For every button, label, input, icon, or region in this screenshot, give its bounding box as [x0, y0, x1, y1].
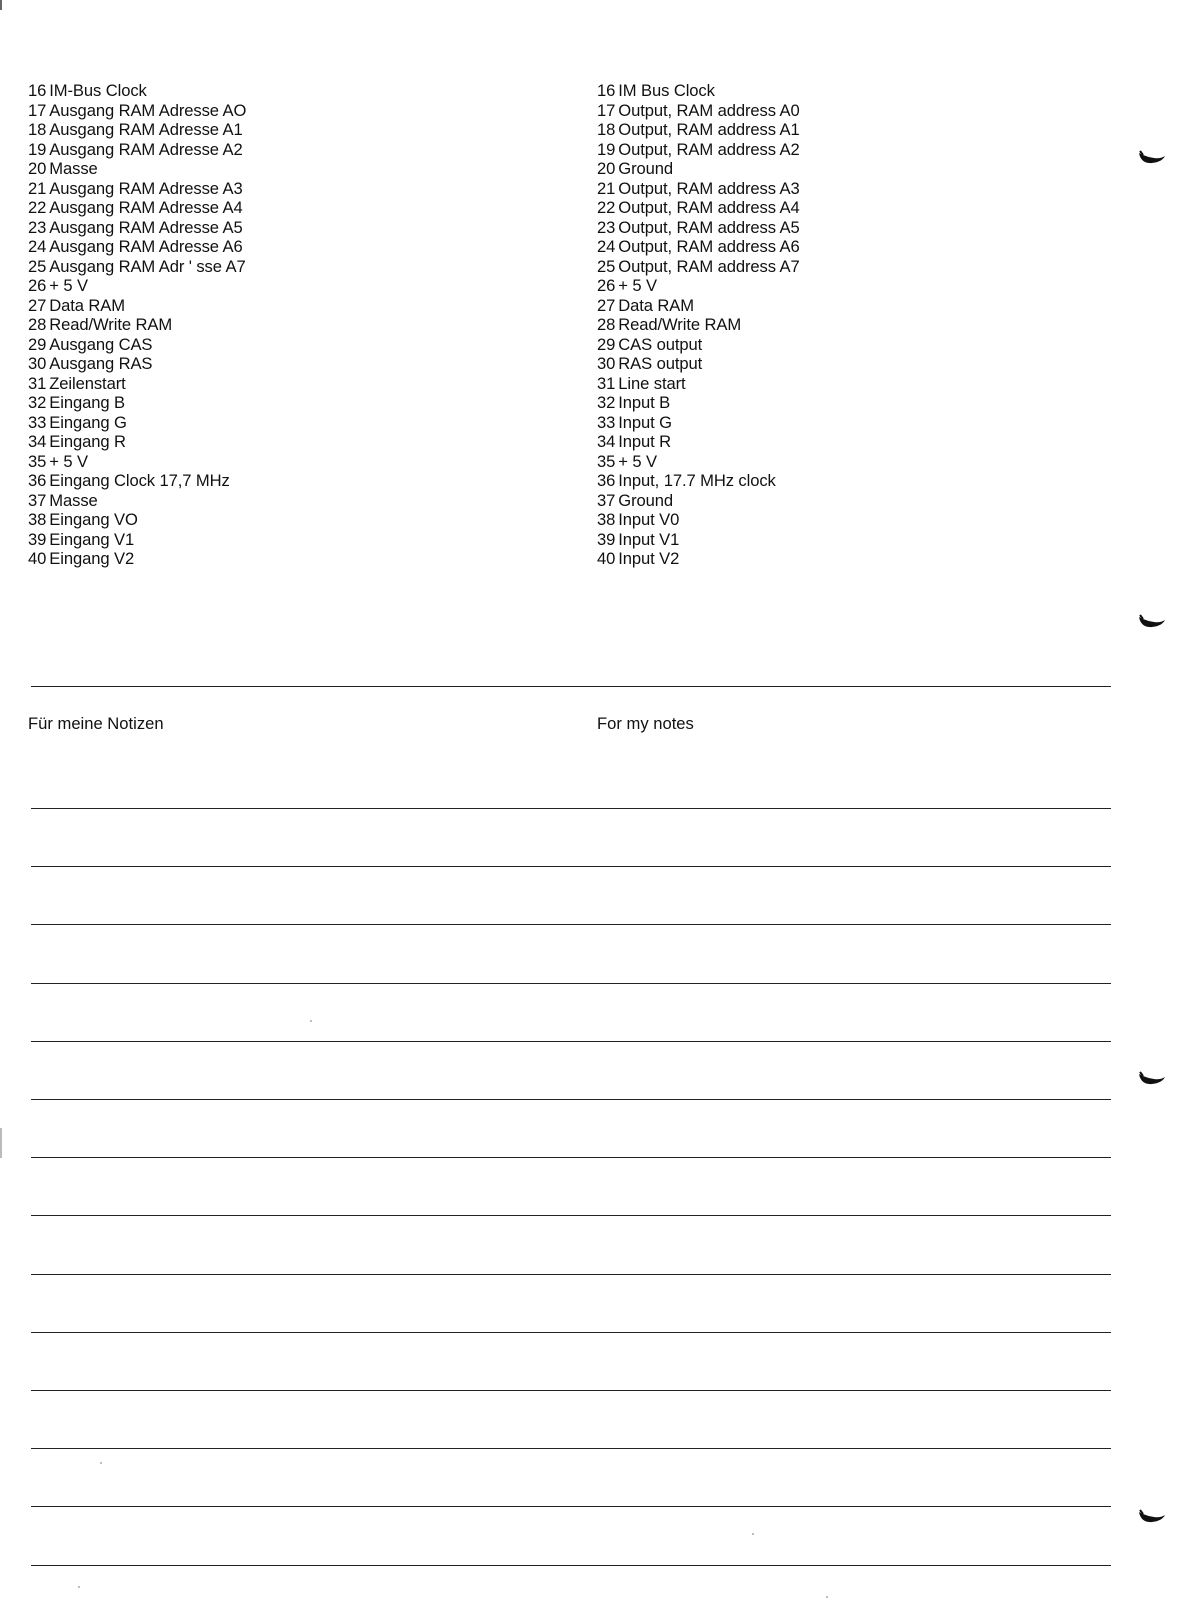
pin-number: 26	[597, 276, 616, 295]
pin-number: 16	[597, 81, 616, 100]
pin-description: Masse	[49, 159, 98, 178]
pin-entry	[597, 179, 800, 199]
pin-description: Ausgang RAM Adresse A6	[49, 237, 243, 256]
notes-heading-german: Für meine Notizen	[28, 714, 164, 733]
pin-entry	[597, 413, 800, 433]
pin-description: Ausgang RAS	[49, 354, 153, 373]
pin-description: Input, 17.7 MHz clock	[618, 471, 776, 490]
pin-entry	[597, 471, 800, 491]
pin-entry	[28, 237, 246, 257]
pin-entry	[597, 140, 800, 160]
pin-number: 27	[597, 295, 616, 315]
pin-description: + 5 V	[49, 451, 88, 471]
pin-description: Output, RAM address A3	[618, 178, 800, 198]
pin-number: 24	[28, 237, 47, 256]
pin-description: Eingang V2	[49, 549, 135, 568]
pin-number: 34	[28, 432, 47, 451]
pin-entry	[597, 159, 800, 179]
note-line	[31, 924, 1111, 925]
note-line	[31, 1506, 1111, 1507]
pin-number: 25	[28, 256, 47, 276]
pin-entry	[28, 120, 246, 140]
pin-number: 39	[28, 529, 47, 549]
pin-entry	[28, 354, 246, 374]
pin-description: + 5 V	[618, 451, 657, 471]
pin-description: Ground	[618, 159, 674, 178]
pin-description: Output, RAM address A6	[618, 237, 800, 256]
pin-entry	[597, 354, 800, 374]
pin-number: 32	[28, 393, 47, 412]
pin-description: Input G	[618, 412, 672, 432]
pin-number: 30	[28, 354, 47, 373]
pin-description: Output, RAM address A1	[618, 120, 800, 139]
punch-hole-mark-icon	[1138, 1071, 1166, 1087]
pin-entry	[28, 179, 246, 199]
pin-number: 31	[597, 373, 616, 393]
scan-speck	[100, 1462, 102, 1464]
note-line	[31, 1390, 1111, 1391]
pin-description: Ausgang RAM Adresse A4	[49, 198, 243, 217]
pin-entry	[28, 510, 246, 530]
pin-entry	[597, 198, 800, 218]
pin-description: Input B	[618, 393, 671, 412]
pin-description: Output, RAM address A2	[618, 139, 800, 159]
note-line	[31, 1041, 1111, 1042]
pin-number: 38	[28, 510, 47, 529]
pin-number: 35	[597, 451, 616, 471]
pin-entry	[597, 257, 800, 277]
pin-description: Eingang VO	[49, 510, 138, 529]
pin-number: 37	[597, 490, 616, 510]
pin-entry	[28, 296, 246, 316]
pin-number: 34	[597, 432, 616, 451]
pin-description: Eingang V1	[49, 529, 135, 549]
pin-description: Ausgang RAM Adresse AO	[49, 100, 247, 120]
pin-entry	[28, 491, 246, 511]
pin-entry	[597, 432, 800, 452]
pin-number: 19	[28, 139, 47, 159]
pin-number: 18	[597, 120, 616, 139]
pin-entry	[597, 510, 800, 530]
pin-description: Eingang G	[49, 412, 127, 432]
pin-description: Ausgang CAS	[49, 334, 153, 354]
pin-number: 18	[28, 120, 47, 139]
pin-number: 28	[597, 315, 616, 334]
pin-number: 19	[597, 139, 616, 159]
pin-description: Output, RAM address A5	[618, 217, 800, 237]
pin-description: Ausgang RAM Adresse A1	[49, 120, 243, 139]
pin-description: Line start	[618, 373, 686, 393]
pin-number: 16	[28, 81, 47, 100]
pin-entry	[597, 237, 800, 257]
pin-entry	[597, 120, 800, 140]
pin-description: Ground	[618, 490, 674, 510]
pin-description: Input V2	[618, 549, 680, 568]
pin-entry	[28, 432, 246, 452]
pin-entry	[28, 81, 246, 101]
pin-description: Output, RAM address A0	[618, 100, 800, 120]
pin-entry	[28, 413, 246, 433]
pin-description: Output, RAM address A7	[618, 256, 800, 276]
scan-speck	[78, 1586, 80, 1588]
pin-description: + 5 V	[618, 276, 657, 295]
pin-number: 17	[597, 100, 616, 120]
pin-number: 31	[28, 373, 47, 393]
pin-entry	[28, 198, 246, 218]
note-line	[31, 1215, 1111, 1216]
pin-description: Data RAM	[49, 295, 126, 315]
pin-entry	[597, 81, 800, 101]
scan-edge-mark	[0, 0, 2, 10]
pin-number: 21	[28, 178, 47, 198]
pin-number: 27	[28, 295, 47, 315]
pin-entry	[28, 393, 246, 413]
pin-description: Eingang R	[49, 432, 126, 451]
pin-number: 23	[28, 217, 47, 237]
pin-description: Masse	[49, 490, 98, 510]
pin-description: RAS output	[618, 354, 703, 373]
pin-description: Input V1	[618, 529, 680, 549]
pin-number: 40	[597, 549, 616, 568]
pin-entry	[28, 471, 246, 491]
pin-entry	[28, 159, 246, 179]
pin-list-english	[597, 81, 800, 569]
pin-entry	[28, 315, 246, 335]
punch-hole-mark-icon	[1138, 614, 1166, 630]
note-line	[31, 866, 1111, 867]
pin-entry	[28, 218, 246, 238]
pin-number: 25	[597, 256, 616, 276]
pin-description: Ausgang RAM Adr ' sse A7	[49, 256, 246, 276]
pin-description: Read/Write RAM	[618, 315, 742, 334]
scan-speck	[752, 1533, 754, 1535]
pin-description: CAS output	[618, 334, 703, 354]
pin-entry	[597, 315, 800, 335]
pin-number: 40	[28, 549, 47, 568]
pin-entry	[597, 530, 800, 550]
pin-number: 21	[597, 178, 616, 198]
pin-number: 26	[28, 276, 47, 295]
pin-number: 23	[597, 217, 616, 237]
pin-description: IM Bus Clock	[618, 81, 715, 100]
pin-number: 33	[597, 412, 616, 432]
pin-description: + 5 V	[49, 276, 88, 295]
pin-entry	[597, 393, 800, 413]
section-divider	[31, 686, 1111, 687]
note-line	[31, 1157, 1111, 1158]
pin-description: Zeilenstart	[49, 373, 126, 393]
pin-entry	[597, 549, 800, 569]
pin-entry	[597, 335, 800, 355]
pin-number: 37	[28, 490, 47, 510]
pin-number: 30	[597, 354, 616, 373]
pin-entry	[597, 276, 800, 296]
pin-entry	[28, 530, 246, 550]
pin-number: 28	[28, 315, 47, 334]
pin-number: 20	[597, 159, 616, 178]
pin-entry	[28, 257, 246, 277]
scan-speck	[310, 1020, 312, 1022]
note-line	[31, 808, 1111, 809]
pin-description: Eingang B	[49, 393, 125, 412]
pin-entry	[28, 140, 246, 160]
note-line	[31, 1274, 1111, 1275]
pin-number: 36	[28, 471, 47, 490]
pin-number: 33	[28, 412, 47, 432]
punch-hole-mark-icon	[1138, 150, 1166, 166]
pin-number: 39	[597, 529, 616, 549]
note-line	[31, 1332, 1111, 1333]
pin-entry	[597, 218, 800, 238]
pin-list-german	[28, 81, 246, 569]
pin-number: 36	[597, 471, 616, 490]
pin-number: 24	[597, 237, 616, 256]
pin-number: 29	[28, 334, 47, 354]
pin-entry	[28, 101, 246, 121]
pin-number: 22	[28, 198, 47, 217]
pin-number: 20	[28, 159, 47, 178]
scan-speck	[826, 1596, 828, 1598]
pin-description: Output, RAM address A4	[618, 198, 800, 217]
notes-heading-english: For my notes	[597, 714, 694, 733]
note-line	[31, 1448, 1111, 1449]
pin-description: Input R	[618, 432, 672, 451]
pin-entry	[597, 374, 800, 394]
pin-description: Eingang Clock 17,7 MHz	[49, 471, 230, 490]
pin-entry	[597, 296, 800, 316]
pin-entry	[597, 452, 800, 472]
note-line	[31, 1099, 1111, 1100]
pin-description: Ausgang RAM Adresse A5	[49, 217, 243, 237]
pin-entry	[28, 335, 246, 355]
pin-number: 32	[597, 393, 616, 412]
pin-number: 38	[597, 510, 616, 529]
pin-description: Data RAM	[618, 295, 695, 315]
punch-hole-mark-icon	[1138, 1509, 1166, 1525]
pin-description: Ausgang RAM Adresse A2	[49, 139, 243, 159]
note-line	[31, 983, 1111, 984]
pin-entry	[28, 452, 246, 472]
pin-description: Read/Write RAM	[49, 315, 173, 334]
pin-entry	[28, 549, 246, 569]
pin-entry	[597, 491, 800, 511]
pin-description: Ausgang RAM Adresse A3	[49, 178, 243, 198]
pin-number: 35	[28, 451, 47, 471]
pin-description: Input V0	[618, 510, 680, 529]
pin-number: 29	[597, 334, 616, 354]
note-line	[31, 1565, 1111, 1566]
pin-entry	[28, 276, 246, 296]
pin-entry	[28, 374, 246, 394]
pin-number: 22	[597, 198, 616, 217]
scan-edge-mark	[0, 1128, 2, 1158]
pin-entry	[597, 101, 800, 121]
pin-description: IM-Bus Clock	[49, 81, 147, 100]
pin-number: 17	[28, 100, 47, 120]
